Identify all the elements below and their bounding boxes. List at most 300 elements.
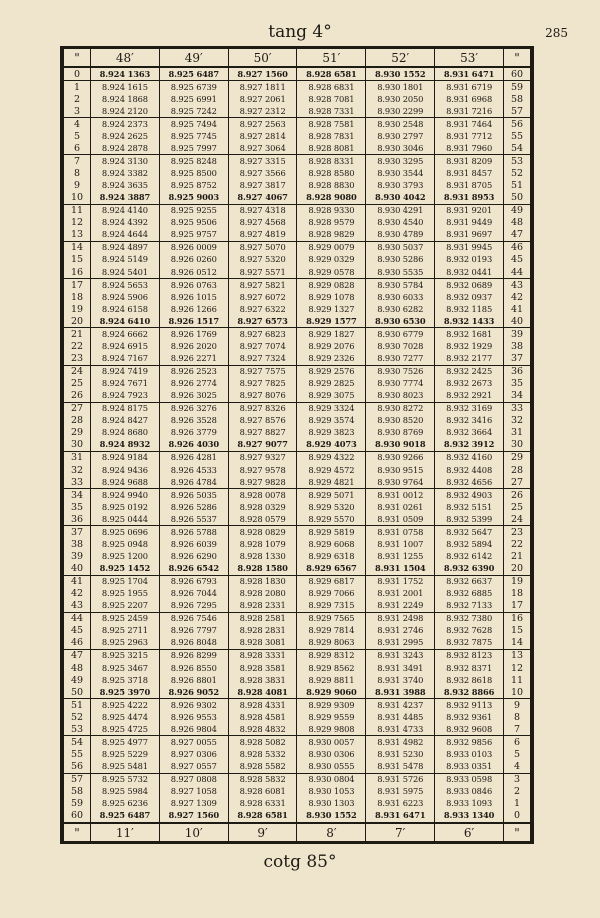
table-cell: 8.928 0829 (228, 526, 297, 539)
table-cell: 8.925 5984 (91, 786, 160, 798)
table-cell: 8.932 6390 (435, 563, 504, 576)
table-cell: 8.928 6081 (228, 786, 297, 798)
table-cell: 8.928 0579 (228, 513, 297, 526)
complement-second-index: 17 (504, 600, 531, 613)
column-header: 48′ (91, 49, 160, 67)
table-cell: 8.929 6817 (297, 575, 366, 588)
table-cell: 8.931 7464 (435, 118, 504, 131)
table-row (64, 588, 531, 600)
second-index: 12 (64, 217, 91, 229)
complement-second-index: 39 (504, 328, 531, 341)
second-index: 6 (64, 142, 91, 155)
table-cell: 8.924 3635 (91, 180, 160, 192)
table-cell: 8.927 3817 (228, 180, 297, 192)
table-cell: 8.926 7546 (159, 612, 228, 625)
table-cell: 8.931 0012 (366, 489, 435, 502)
table-cell: 8.925 7997 (159, 142, 228, 155)
table-cell: 8.927 3566 (228, 168, 297, 180)
table-footer-row (64, 823, 531, 841)
table-cell: 8.925 3467 (91, 662, 160, 674)
second-index: 20 (64, 315, 91, 328)
table-cell: 8.930 9764 (366, 476, 435, 489)
table-row (64, 155, 531, 168)
table-cell: 8.924 8175 (91, 402, 160, 415)
table-cell: 8.931 1255 (366, 550, 435, 562)
table-cell: 8.930 0804 (297, 773, 366, 786)
table-cell: 8.931 5478 (366, 761, 435, 774)
table-cell: 8.929 2076 (297, 340, 366, 352)
table-cell: 8.928 7581 (297, 118, 366, 131)
table-row (64, 526, 531, 539)
table-cell: 8.932 6142 (435, 550, 504, 562)
table-cell: 8.931 3491 (366, 662, 435, 674)
table-row (64, 118, 531, 131)
table-cell: 8.928 4081 (228, 686, 297, 699)
table-cell: 8.931 8953 (435, 192, 504, 205)
table-cell: 8.930 7277 (366, 352, 435, 365)
table-cell: 8.931 6223 (366, 798, 435, 810)
second-index: 16 (64, 266, 91, 279)
table-cell: 8.924 4392 (91, 217, 160, 229)
table-cell: 8.932 2425 (435, 365, 504, 378)
table-cell: 8.932 5647 (435, 526, 504, 539)
table-cell: 8.925 9255 (159, 204, 228, 217)
table-cell: 8.929 7814 (297, 625, 366, 637)
second-index: 47 (64, 649, 91, 662)
table-cell: 8.931 3988 (366, 686, 435, 699)
table-cell: 8.928 5832 (228, 773, 297, 786)
table-row (64, 180, 531, 192)
second-index: 43 (64, 600, 91, 613)
table-cell: 8.930 5784 (366, 279, 435, 292)
table-row (64, 352, 531, 365)
top-right-corner-label: " (504, 49, 531, 67)
complement-second-index: 8 (504, 711, 531, 723)
column-footer: 7′ (366, 823, 435, 841)
table-row (64, 266, 531, 279)
table-cell: 8.925 2963 (91, 637, 160, 650)
top-left-corner-label: " (64, 49, 91, 67)
table-cell: 8.930 3544 (366, 168, 435, 180)
table-cell: 8.928 0078 (228, 489, 297, 502)
table-cell: 8.926 7797 (159, 625, 228, 637)
table-cell: 8.924 6915 (91, 340, 160, 352)
table-cell: 8.929 5570 (297, 513, 366, 526)
table-cell: 8.929 7315 (297, 600, 366, 613)
table-cell: 8.926 5286 (159, 501, 228, 513)
table-cell: 8.931 2498 (366, 612, 435, 625)
table-cell: 8.928 1330 (228, 550, 297, 562)
table-cell: 8.928 4832 (228, 723, 297, 736)
table-cell: 8.925 2711 (91, 625, 160, 637)
table-cell: 8.932 1681 (435, 328, 504, 341)
table-cell: 8.925 2459 (91, 612, 160, 625)
complement-second-index: 2 (504, 786, 531, 798)
table-cell: 8.930 2548 (366, 118, 435, 131)
table-cell: 8.932 2673 (435, 378, 504, 390)
table-cell: 8.927 8326 (228, 402, 297, 415)
table-cell: 8.926 3276 (159, 402, 228, 415)
second-index: 23 (64, 352, 91, 365)
complement-second-index: 16 (504, 612, 531, 625)
table-cell: 8.928 5582 (228, 761, 297, 774)
table-row (64, 439, 531, 452)
complement-second-index: 56 (504, 118, 531, 131)
complement-second-index: 5 (504, 748, 531, 760)
column-footer: 10′ (159, 823, 228, 841)
table-cell: 8.931 8705 (435, 180, 504, 192)
table-row (64, 810, 531, 823)
table-cell: 8.931 4485 (366, 711, 435, 723)
table-cell: 8.930 5535 (366, 266, 435, 279)
table-row (64, 550, 531, 562)
table-cell: 8.925 6487 (91, 810, 160, 823)
complement-second-index: 37 (504, 352, 531, 365)
table-cell: 8.927 7825 (228, 378, 297, 390)
complement-second-index: 13 (504, 649, 531, 662)
second-index: 49 (64, 674, 91, 686)
table-cell: 8.931 3243 (366, 649, 435, 662)
table-cell: 8.931 9449 (435, 217, 504, 229)
table-row (64, 217, 531, 229)
table-cell: 8.927 8576 (228, 415, 297, 427)
table-cell: 8.929 3324 (297, 402, 366, 415)
table-cell: 8.929 9060 (297, 686, 366, 699)
second-index: 53 (64, 723, 91, 736)
table-cell: 8.927 1058 (159, 786, 228, 798)
table-cell: 8.932 3169 (435, 402, 504, 415)
table-cell: 8.930 8023 (366, 390, 435, 403)
table-cell: 8.926 0260 (159, 254, 228, 266)
table-cell: 8.924 2373 (91, 118, 160, 131)
table-cell: 8.928 1079 (228, 538, 297, 550)
second-index: 8 (64, 168, 91, 180)
table-header-row (64, 49, 531, 67)
second-index: 35 (64, 501, 91, 513)
table-cell: 8.924 9184 (91, 451, 160, 464)
second-index: 5 (64, 130, 91, 142)
table-cell: 8.927 4318 (228, 204, 297, 217)
table-row (64, 415, 531, 427)
table-row (64, 489, 531, 502)
table-cell: 8.925 6991 (159, 93, 228, 105)
table-row (64, 279, 531, 292)
table-cell: 8.925 7494 (159, 118, 228, 131)
table-cell: 8.932 9113 (435, 699, 504, 712)
table-cell: 8.932 9608 (435, 723, 504, 736)
table-cell: 8.924 5906 (91, 291, 160, 303)
table-cell: 8.929 8562 (297, 662, 366, 674)
second-index: 10 (64, 192, 91, 205)
table-cell: 8.931 4237 (366, 699, 435, 712)
table-cell: 8.929 5071 (297, 489, 366, 502)
complement-second-index: 19 (504, 575, 531, 588)
table-cell: 8.932 4160 (435, 451, 504, 464)
table-cell: 8.924 4140 (91, 204, 160, 217)
table-cell: 8.932 0689 (435, 279, 504, 292)
table-cell: 8.927 3315 (228, 155, 297, 168)
table-cell: 8.925 8248 (159, 155, 228, 168)
table-cell: 8.930 1552 (366, 67, 435, 81)
table-cell: 8.931 8209 (435, 155, 504, 168)
complement-second-index: 26 (504, 489, 531, 502)
table-cell: 8.924 4644 (91, 229, 160, 242)
table-cell: 8.930 1053 (297, 786, 366, 798)
complement-second-index: 22 (504, 538, 531, 550)
complement-second-index: 59 (504, 81, 531, 94)
table-cell: 8.928 2831 (228, 625, 297, 637)
table-row (64, 451, 531, 464)
table-cell: 8.928 5082 (228, 736, 297, 749)
table-cell: 8.929 8811 (297, 674, 366, 686)
table-cell: 8.931 0509 (366, 513, 435, 526)
table-row (64, 241, 531, 254)
table-cell: 8.930 9266 (366, 451, 435, 464)
table-cell: 8.925 7745 (159, 130, 228, 142)
complement-second-index: 0 (504, 810, 531, 823)
table-row (64, 378, 531, 390)
table-cell: 8.927 7575 (228, 365, 297, 378)
table-cell: 8.931 1504 (366, 563, 435, 576)
table-cell: 8.930 5037 (366, 241, 435, 254)
table-cell: 8.929 1827 (297, 328, 366, 341)
page-title: tang 4° (268, 22, 332, 42)
table-cell: 8.925 9003 (159, 192, 228, 205)
complement-second-index: 41 (504, 303, 531, 315)
table-cell: 8.927 0557 (159, 761, 228, 774)
second-index: 51 (64, 699, 91, 712)
table-cell: 8.928 4331 (228, 699, 297, 712)
complement-second-index: 24 (504, 513, 531, 526)
table-cell: 8.930 1552 (297, 810, 366, 823)
table-cell: 8.929 0329 (297, 254, 366, 266)
table-cell: 8.932 7133 (435, 600, 504, 613)
table-cell: 8.933 0598 (435, 773, 504, 786)
table-cell: 8.932 3416 (435, 415, 504, 427)
table-cell: 8.926 6793 (159, 575, 228, 588)
table-cell: 8.925 3970 (91, 686, 160, 699)
table-cell: 8.925 6487 (159, 67, 228, 81)
table-cell: 8.926 8550 (159, 662, 228, 674)
table-cell: 8.927 9327 (228, 451, 297, 464)
table-row (64, 229, 531, 242)
table-cell: 8.924 1615 (91, 81, 160, 94)
table-cell: 8.924 3382 (91, 168, 160, 180)
second-index: 15 (64, 254, 91, 266)
table-cell: 8.927 7074 (228, 340, 297, 352)
table-cell: 8.930 8769 (366, 427, 435, 439)
table-cell: 8.928 2331 (228, 600, 297, 613)
table-cell: 8.926 1517 (159, 315, 228, 328)
table-row (64, 93, 531, 105)
table-cell: 8.926 9052 (159, 686, 228, 699)
table-cell: 8.924 9436 (91, 464, 160, 476)
complement-second-index: 33 (504, 402, 531, 415)
table-row (64, 625, 531, 637)
table-cell: 8.927 9578 (228, 464, 297, 476)
table-cell: 8.925 6739 (159, 81, 228, 94)
table-cell: 8.927 1560 (228, 67, 297, 81)
table-cell: 8.929 4821 (297, 476, 366, 489)
table-cell: 8.930 7526 (366, 365, 435, 378)
table-cell: 8.925 9506 (159, 217, 228, 229)
complement-second-index: 25 (504, 501, 531, 513)
table-cell: 8.926 0763 (159, 279, 228, 292)
column-header: 49′ (159, 49, 228, 67)
table-cell: 8.928 8830 (297, 180, 366, 192)
table-cell: 8.930 4789 (366, 229, 435, 242)
table-row (64, 798, 531, 810)
table-cell: 8.928 3331 (228, 649, 297, 662)
table-row (64, 291, 531, 303)
table-row (64, 464, 531, 476)
second-index: 13 (64, 229, 91, 242)
table-cell: 8.928 9330 (297, 204, 366, 217)
complement-second-index: 21 (504, 550, 531, 562)
bottom-left-corner-label: " (64, 823, 91, 841)
table-row (64, 303, 531, 315)
table-cell: 8.924 7167 (91, 352, 160, 365)
table-cell: 8.930 2050 (366, 93, 435, 105)
complement-second-index: 45 (504, 254, 531, 266)
table-cell: 8.929 4322 (297, 451, 366, 464)
second-index: 50 (64, 686, 91, 699)
table-cell: 8.929 7565 (297, 612, 366, 625)
table-cell: 8.925 2207 (91, 600, 160, 613)
table-cell: 8.926 8299 (159, 649, 228, 662)
table-cell: 8.924 6662 (91, 328, 160, 341)
table-cell: 8.927 0306 (159, 748, 228, 760)
table-cell: 8.932 1433 (435, 315, 504, 328)
table-cell: 8.932 5151 (435, 501, 504, 513)
table-cell: 8.927 6322 (228, 303, 297, 315)
second-index: 60 (64, 810, 91, 823)
table-cell: 8.929 1078 (297, 291, 366, 303)
second-index: 30 (64, 439, 91, 452)
second-index: 21 (64, 328, 91, 341)
column-footer: 9′ (228, 823, 297, 841)
table-cell: 8.929 6318 (297, 550, 366, 562)
table-cell: 8.932 6885 (435, 588, 504, 600)
complement-second-index: 58 (504, 93, 531, 105)
second-index: 45 (64, 625, 91, 637)
table-cell: 8.930 8272 (366, 402, 435, 415)
second-index: 24 (64, 365, 91, 378)
table-cell: 8.931 0261 (366, 501, 435, 513)
table-cell: 8.930 4042 (366, 192, 435, 205)
table-cell: 8.926 2523 (159, 365, 228, 378)
table-cell: 8.925 4474 (91, 711, 160, 723)
table-cell: 8.930 2797 (366, 130, 435, 142)
table-cell: 8.930 9018 (366, 439, 435, 452)
second-index: 36 (64, 513, 91, 526)
footer-title: cotg 85° (263, 852, 337, 872)
table-cell: 8.927 5571 (228, 266, 297, 279)
table-cell: 8.925 5229 (91, 748, 160, 760)
table-cell: 8.928 8331 (297, 155, 366, 168)
table-cell: 8.931 5230 (366, 748, 435, 760)
table-cell: 8.930 6282 (366, 303, 435, 315)
second-index: 37 (64, 526, 91, 539)
column-header: 50′ (228, 49, 297, 67)
table-cell: 8.930 0306 (297, 748, 366, 760)
column-header: 51′ (297, 49, 366, 67)
table-cell: 8.925 3215 (91, 649, 160, 662)
table-cell: 8.930 0057 (297, 736, 366, 749)
table-row (64, 254, 531, 266)
second-index: 41 (64, 575, 91, 588)
table-cell: 8.932 7380 (435, 612, 504, 625)
second-index: 57 (64, 773, 91, 786)
table-cell: 8.929 4572 (297, 464, 366, 476)
table-cell: 8.925 0192 (91, 501, 160, 513)
table-cell: 8.924 6410 (91, 315, 160, 328)
table-cell: 8.929 0828 (297, 279, 366, 292)
table-row (64, 81, 531, 94)
table-cell: 8.924 7419 (91, 365, 160, 378)
table-cell: 8.929 1577 (297, 315, 366, 328)
table-row (64, 315, 531, 328)
table-cell: 8.926 1266 (159, 303, 228, 315)
complement-second-index: 31 (504, 427, 531, 439)
complement-second-index: 28 (504, 464, 531, 476)
table-cell: 8.931 1007 (366, 538, 435, 550)
second-index: 22 (64, 340, 91, 352)
table-cell: 8.929 5320 (297, 501, 366, 513)
table-cell: 8.927 4067 (228, 192, 297, 205)
table-cell: 8.932 8371 (435, 662, 504, 674)
table-cell: 8.927 1309 (159, 798, 228, 810)
complement-second-index: 52 (504, 168, 531, 180)
table-cell: 8.924 3130 (91, 155, 160, 168)
table-cell: 8.932 3912 (435, 439, 504, 452)
table-row (64, 390, 531, 403)
second-index: 40 (64, 563, 91, 576)
second-index: 19 (64, 303, 91, 315)
table-row (64, 67, 531, 81)
table-cell: 8.930 5286 (366, 254, 435, 266)
complement-second-index: 50 (504, 192, 531, 205)
table-row (64, 168, 531, 180)
complement-second-index: 57 (504, 105, 531, 118)
second-index: 7 (64, 155, 91, 168)
table-cell: 8.933 0103 (435, 748, 504, 760)
table-cell: 8.929 5819 (297, 526, 366, 539)
table-cell: 8.925 0948 (91, 538, 160, 550)
table-row (64, 130, 531, 142)
table-cell: 8.924 9940 (91, 489, 160, 502)
complement-second-index: 18 (504, 588, 531, 600)
second-index: 2 (64, 93, 91, 105)
table-row (64, 662, 531, 674)
complement-second-index: 55 (504, 130, 531, 142)
table-row (64, 142, 531, 155)
table-cell: 8.931 7216 (435, 105, 504, 118)
bottom-right-corner-label: " (504, 823, 531, 841)
table-cell: 8.929 0079 (297, 241, 366, 254)
table-cell: 8.931 9945 (435, 241, 504, 254)
table-cell: 8.930 4291 (366, 204, 435, 217)
table-cell: 8.926 5035 (159, 489, 228, 502)
table-cell: 8.924 2120 (91, 105, 160, 118)
table-cell: 8.932 1185 (435, 303, 504, 315)
table-cell: 8.929 2576 (297, 365, 366, 378)
table-cell: 8.927 1560 (159, 810, 228, 823)
second-index: 52 (64, 711, 91, 723)
second-index: 26 (64, 390, 91, 403)
table-cell: 8.931 4982 (366, 736, 435, 749)
table-cell: 8.926 9804 (159, 723, 228, 736)
